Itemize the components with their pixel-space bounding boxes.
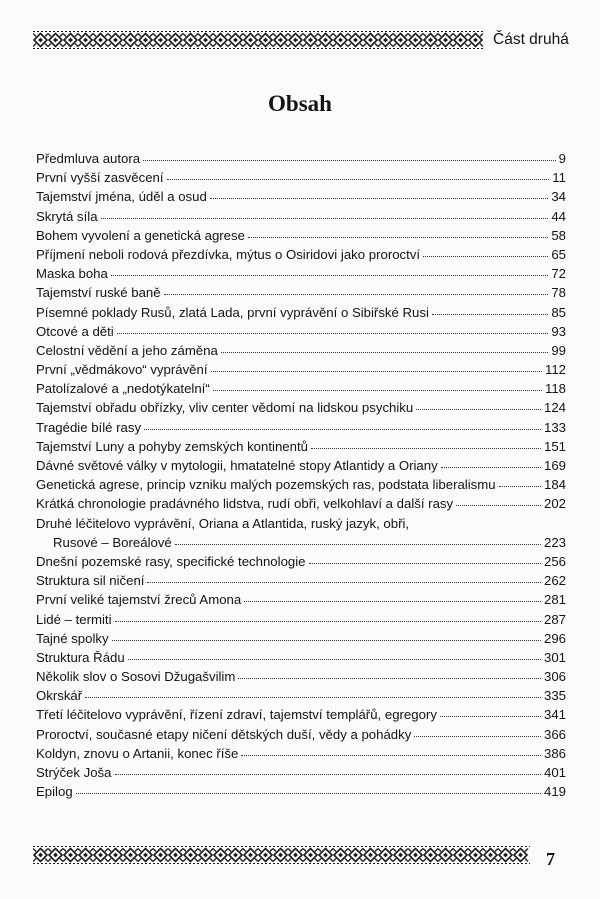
toc-entry-title-continued: Rusové – Boreálové	[53, 534, 172, 550]
dot-leader	[248, 236, 548, 238]
toc-entry	[36, 552, 566, 571]
toc-entry	[36, 226, 566, 245]
toc-entry-page: 184	[543, 477, 566, 493]
toc-entry-title: Tajemství ruské baně	[36, 285, 161, 301]
toc-entry-page: 419	[543, 784, 566, 800]
toc-entry	[36, 187, 566, 206]
toc-entry-title: Patolízalové a „nedotýkatelní“	[36, 381, 210, 397]
toc-entry-title: Několik slov o Sosovi Džugašvilim	[36, 669, 236, 685]
toc-entry	[36, 264, 566, 283]
toc-entry	[36, 245, 566, 264]
dot-leader	[128, 658, 541, 660]
toc-entry-title: Lidé – termiti	[36, 611, 112, 627]
toc-entry	[36, 360, 566, 379]
dot-leader	[311, 447, 541, 449]
toc-entry	[36, 168, 566, 187]
toc-entry-title: Celostní vědění a jeho záměna	[36, 342, 218, 358]
toc-entry-title: Třetí léčitelovo vyprávění, řízení zdraví, tajemství templářů, egregory	[36, 707, 437, 723]
toc-entry	[36, 494, 566, 513]
ornament-top	[33, 30, 484, 50]
toc-entry-title: Dávné světové války v mytologii, hmatatelné stopy Atlantidy a Oriany	[36, 458, 438, 473]
toc-entry	[36, 744, 566, 763]
toc-entry-page: 335	[543, 688, 566, 704]
toc-entry-title: Genetická agrese, princip vzniku malých pozemských ras, podstata liberalismu	[36, 477, 496, 493]
dot-leader	[164, 293, 549, 295]
dot-leader	[175, 543, 541, 545]
dot-leader	[117, 332, 549, 334]
toc-entry	[36, 475, 566, 494]
toc-entry	[36, 629, 566, 648]
dot-leader	[423, 255, 548, 257]
toc-entry-page: 99	[551, 342, 566, 358]
toc-entry	[36, 571, 566, 590]
toc-entry-page: 341	[543, 707, 566, 723]
toc-entry-title: Maska boha	[36, 266, 108, 282]
toc-entry-title: Druhé léčitelovo vyprávění, Oriana a Atlantida, ruský jazyk, obři,	[36, 515, 410, 531]
ornament-bottom	[33, 845, 530, 865]
toc-entry-page: 202	[543, 496, 566, 512]
dot-leader	[241, 754, 541, 756]
page-title: Obsah	[268, 91, 332, 116]
toc-entry-page: 9	[558, 151, 566, 166]
toc-entry-title: Příjmení neboli rodová přezdívka, mýtus o Osiridovi jako proroctví	[36, 246, 421, 262]
toc-entry	[36, 418, 566, 437]
toc-entry	[36, 437, 566, 456]
dot-leader	[238, 677, 541, 679]
dot-leader	[115, 620, 541, 622]
toc-entry-page: 11	[552, 170, 566, 186]
toc-entry-page: 78	[551, 285, 566, 301]
dot-leader	[244, 600, 541, 602]
dot-leader	[414, 735, 541, 737]
toc-entry-title: Tragédie bílé rasy	[36, 419, 142, 435]
toc-entry-title: Struktura sil ničení	[36, 573, 145, 589]
toc-entry-page: 93	[551, 323, 566, 339]
toc-entry-title: Skrytá síla	[36, 208, 98, 224]
toc-entry	[36, 341, 566, 360]
dot-leader	[167, 178, 550, 180]
toc-entry-title: První „vědmákovo“ vyprávění	[36, 362, 208, 378]
toc-entry-title: Struktura Řádu	[36, 649, 125, 665]
dot-leader	[441, 466, 541, 468]
toc-entry-page: 85	[551, 304, 566, 320]
dot-leader	[76, 792, 541, 794]
toc-entry-page: 151	[543, 438, 566, 454]
toc-entry-title: Strýček Joša	[36, 765, 112, 781]
toc-entry-page: 112	[544, 362, 566, 378]
dot-leader	[213, 389, 542, 391]
toc-entry-page: 65	[551, 246, 566, 262]
toc-entry-page: 287	[543, 611, 566, 627]
dot-leader	[210, 197, 549, 199]
toc-entry-page: 124	[543, 400, 566, 416]
toc-entry-title: Tajemství obřadu obřízky, vliv center vědomí na lidskou psychiku	[36, 400, 414, 416]
toc-entry-page: 262	[543, 573, 566, 589]
toc-entry-title: První veliké tajemství žreců Amona	[36, 592, 242, 608]
toc-entry-title: Proroctví, současné etapy ničení dětských duší, vědy a pohádky	[36, 726, 412, 742]
toc-entry	[36, 379, 566, 398]
toc-entry-page: 72	[551, 266, 566, 282]
toc-entry-page: 169	[543, 458, 566, 473]
toc-entry	[36, 610, 566, 629]
dot-leader	[101, 217, 549, 219]
toc-entry-title: Krátká chronologie pradávného lidstva, rudí obři, velkohlaví a další rasy	[36, 496, 454, 512]
toc-entry	[36, 763, 566, 782]
toc-entry-title: Koldyn, znovu o Artanii, konec říše	[36, 745, 239, 761]
toc-entry-page: 306	[543, 669, 566, 685]
toc-entry	[36, 705, 566, 724]
page-number: 7	[546, 849, 555, 869]
dot-leader	[432, 313, 548, 315]
toc-entry	[36, 207, 566, 226]
dot-leader	[221, 351, 549, 353]
dot-leader	[143, 159, 556, 161]
toc-entry-title: Tajemství Luny a pohyby zemských kontinentů	[36, 438, 308, 454]
toc-entry	[36, 648, 566, 667]
toc-entry	[36, 782, 566, 801]
toc-entry-title: Tajemství jména, úděl a osud	[36, 189, 207, 205]
toc-entry	[36, 149, 566, 168]
toc-entry-page: 118	[544, 381, 566, 397]
toc-entry-page: 34	[551, 189, 566, 205]
toc-entry	[36, 303, 566, 322]
toc-entry-page: 133	[543, 419, 566, 435]
toc-entry-page: 44	[551, 208, 566, 224]
toc-entry	[36, 686, 566, 705]
toc-entry	[36, 456, 566, 475]
toc-entry	[36, 667, 566, 686]
toc-entry-title: Bohem vyvolení a genetická agrese	[36, 227, 245, 243]
toc-entry	[36, 514, 566, 552]
toc-entry-page: 223	[543, 534, 566, 550]
toc-entry	[36, 398, 566, 417]
toc-entry-title: Epilog	[36, 784, 73, 800]
toc-entry	[36, 322, 566, 341]
toc-entry-page: 301	[543, 649, 566, 665]
toc-entry-title: Předmluva autora	[36, 151, 141, 166]
toc-entry	[36, 725, 566, 744]
dot-leader	[147, 581, 541, 583]
dot-leader	[211, 370, 542, 372]
toc-entry-page: 256	[543, 553, 566, 569]
dot-leader	[111, 274, 548, 276]
toc-entry-page: 401	[543, 765, 566, 781]
toc-entry-page: 281	[543, 592, 566, 608]
toc-entry-title: Okrskář	[36, 688, 83, 704]
toc-entry-page: 296	[543, 630, 566, 646]
toc-entry	[36, 590, 566, 609]
toc-entry-title: Dnešní pozemské rasy, specifické technologie	[36, 553, 306, 569]
toc-entry-title: První vyšší zasvěcení	[36, 170, 164, 186]
dot-leader	[85, 696, 541, 698]
dot-leader	[499, 485, 541, 487]
toc-entry-page: 58	[551, 227, 566, 243]
toc-entry-title: Otcové a děti	[36, 323, 114, 339]
toc-entry-page: 386	[543, 745, 566, 761]
table-of-contents	[36, 149, 566, 801]
toc-entry	[36, 283, 566, 302]
dot-leader	[456, 504, 541, 506]
dot-leader	[309, 562, 541, 564]
toc-entry-title: Písemné poklady Rusů, zlatá Lada, první vyprávění o Sibiřské Rusi	[36, 304, 429, 320]
dot-leader	[112, 639, 541, 641]
dot-leader	[416, 408, 541, 410]
dot-leader	[144, 428, 541, 430]
dot-leader	[115, 773, 541, 775]
toc-entry-title: Tajné spolky	[36, 630, 109, 646]
toc-entry-page: 366	[543, 726, 566, 742]
section-title: Část druhá	[493, 31, 569, 48]
dot-leader	[440, 715, 541, 717]
